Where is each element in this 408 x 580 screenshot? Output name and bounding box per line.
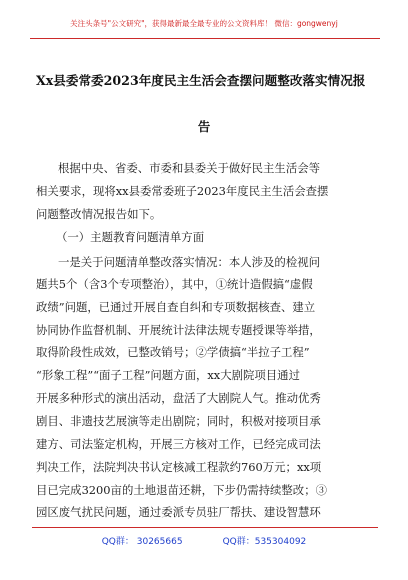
document-title-line-1: Xx县委常委2023年度民主生活会查摆问题整改落实情况报 (36, 73, 366, 88)
body-line: 目已完成3200亩的土地退苗还耕，下步仍需持续整改；③ (36, 483, 327, 497)
body-line: 根据中央、省委、市委和县委关于做好民主生活会等 (58, 161, 320, 175)
section-heading: （一）主题教育问题清单方面 (56, 230, 205, 244)
body-line: 园区废气扰民问题，通过委派专员驻厂帮扶、建设智慧环 (36, 505, 321, 519)
body-line: “形象工程”“面子工程”问题方面，xx大剧院项目通过 (36, 368, 300, 382)
body-line: 判决工作，法院判决书认定核减工程款约760万元；xx项 (36, 460, 322, 474)
body-line: 开展多种形式的演出活动，盘活了大剧院人气。推动优秀 (36, 391, 321, 405)
body-line: 题共5个（含3个专项整治），其中，①统计造假搞“虚假 (36, 277, 313, 291)
body-line: 建方、司法鉴定机构，开展三方核对工作，已经完成司法 (36, 437, 321, 451)
body-line: 一是关于问题清单整改落实情况：本人涉及的检视问 (58, 255, 320, 269)
footer-divider (32, 527, 378, 528)
body-line: 政绩”问题，已通过开展自查自纠和专项数据核查、建立 (36, 300, 316, 314)
body-line: 协同协作监督机制、开展统计法律法规专题授课等举措， (36, 323, 321, 337)
body-line: 剧目、非遗技艺展演等走出剧院；同时，积极对接项目承 (36, 414, 321, 428)
body-line: 取得阶段性成效，已整改销号；②学债搞“半拉子工程” (36, 345, 310, 359)
body-line: 问题整改情况报告如下。 (36, 207, 162, 221)
footer-qq-group-2: QQ群：535304092 (222, 537, 307, 547)
footer-qq-group-1: QQ群： 30265665 (101, 537, 183, 547)
header-banner: 关注头条号"公文研究"，获得最新最全最专业的公文资料库！ 微信：gongwenyj (70, 19, 338, 28)
document-title-line-2: 告 (197, 119, 211, 134)
header-divider (30, 38, 380, 39)
body-line: 相关要求，现将xx县委常委班子2023年度民主生活会查摆 (36, 184, 329, 198)
footer (0, 534, 408, 547)
